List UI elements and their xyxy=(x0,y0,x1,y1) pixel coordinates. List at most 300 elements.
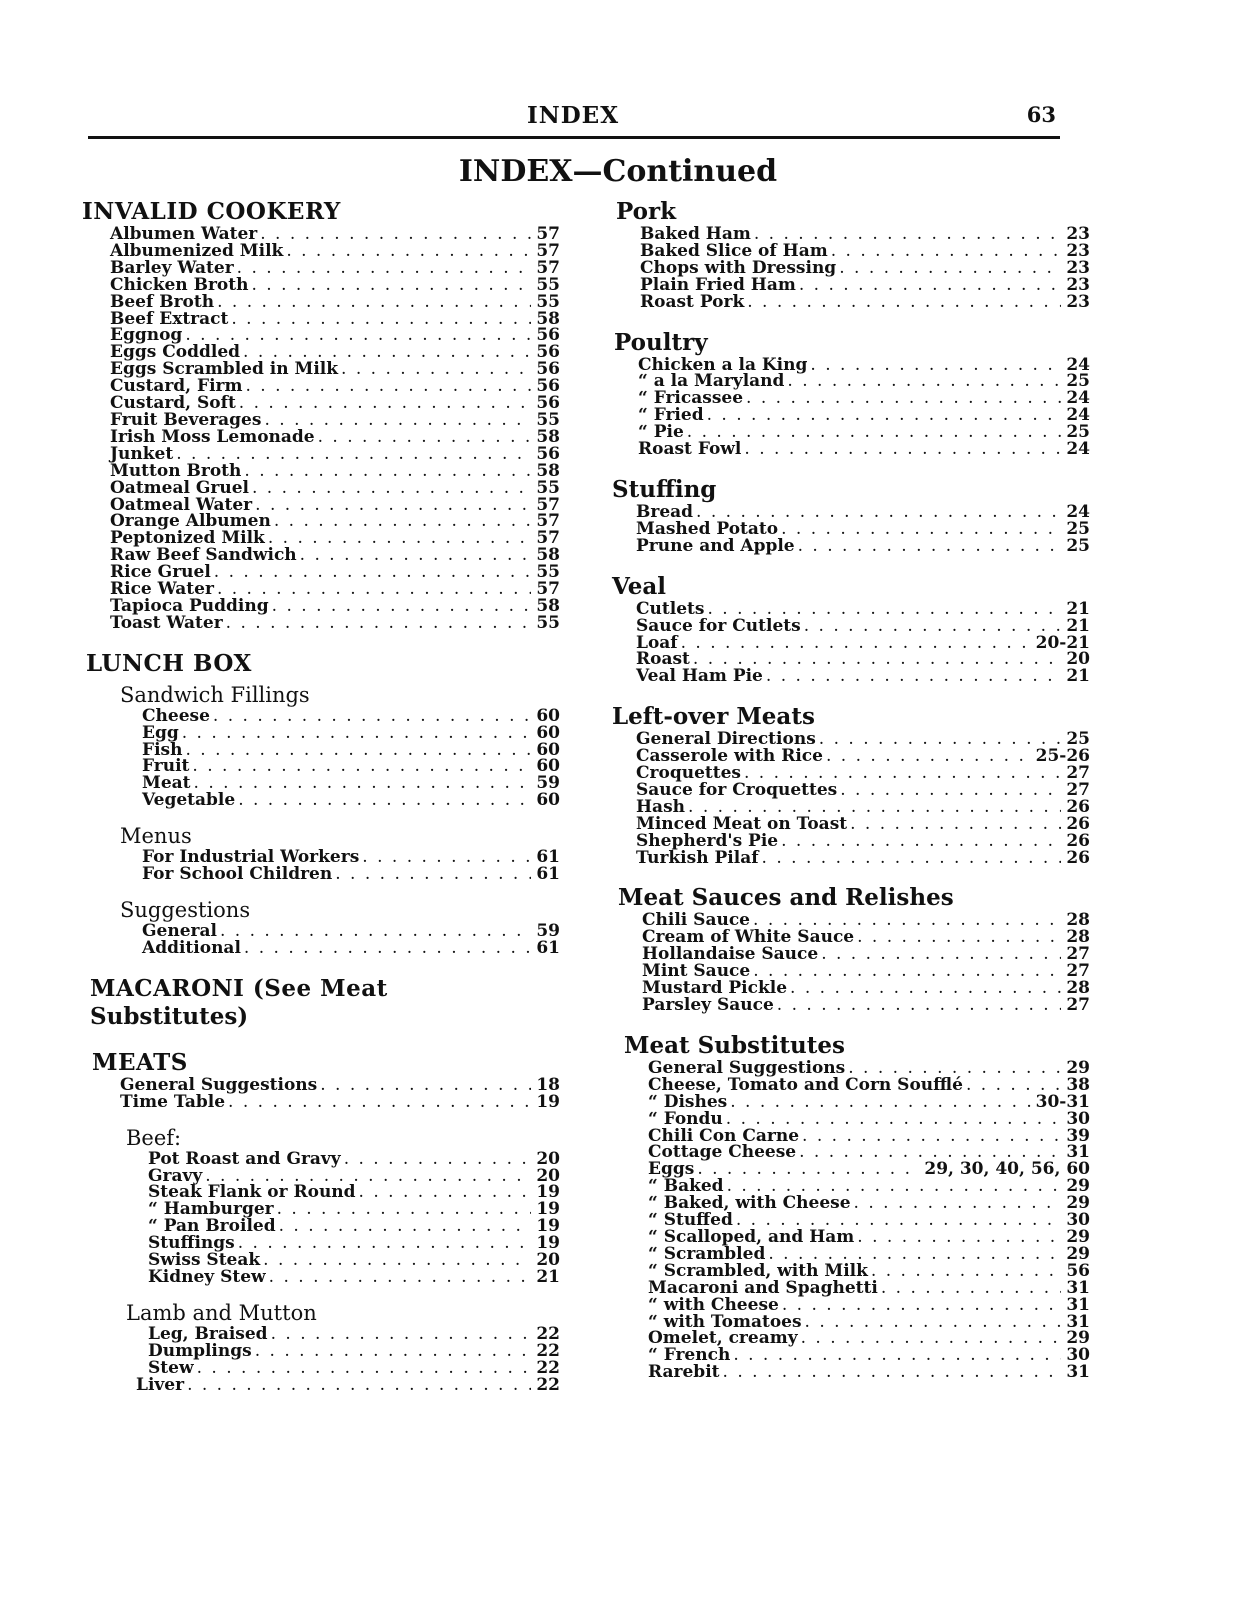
entry-term: Albumenized Milk xyxy=(110,240,284,261)
section-heading-text: Left-over Meats xyxy=(612,703,815,731)
entry-term: Liver xyxy=(136,1374,185,1395)
entry-page: 27 xyxy=(1066,961,1090,982)
entry-page: 24 xyxy=(1066,405,1090,426)
entry-term: Cheese xyxy=(142,705,210,726)
entry-page: 59 xyxy=(536,921,560,941)
entry-page: 26 xyxy=(1066,796,1090,817)
entry-page: 60 xyxy=(536,739,560,760)
entry-page: 20 xyxy=(1066,649,1090,670)
subsection-heading: Sandwich Fillings xyxy=(120,682,310,707)
entry-term: Mashed Potato xyxy=(636,518,779,539)
entry-term: General Suggestions xyxy=(648,1057,846,1078)
entry-page: 39 xyxy=(1066,1125,1090,1146)
entry-page: 60 xyxy=(536,705,560,726)
dot-leader xyxy=(238,792,531,809)
entry-term: Plain Fried Ham xyxy=(640,274,796,295)
section-heading-text: INVALID COOKERY xyxy=(82,198,341,225)
dot-leader xyxy=(790,980,1061,997)
entry-page: 55 xyxy=(536,291,560,312)
dot-leader xyxy=(244,463,531,480)
dot-leader xyxy=(801,1330,1061,1347)
entry-term: Dumplings xyxy=(148,1340,252,1361)
index-entry xyxy=(82,477,560,498)
entry-term: Cutlets xyxy=(636,598,705,619)
entry-term: General xyxy=(142,921,217,941)
dot-leader xyxy=(286,243,531,260)
entry-page: 57 xyxy=(536,224,560,244)
entry-page: 56 xyxy=(536,443,560,464)
entry-page: 22 xyxy=(536,1340,560,1361)
entry-page: 27 xyxy=(1066,779,1090,800)
index-entry xyxy=(616,291,1090,312)
entry-term: Swiss Steak xyxy=(148,1250,261,1271)
index-section-lunch-box xyxy=(86,650,560,957)
dot-leader xyxy=(821,946,1061,963)
entry-page: 25-26 xyxy=(1035,746,1090,767)
dot-leader xyxy=(269,1269,531,1286)
entry-term: “ Fondu xyxy=(648,1108,723,1129)
index-entry xyxy=(92,1091,560,1112)
dot-leader xyxy=(263,1252,531,1269)
entry-term: Baked Slice of Ham xyxy=(640,240,828,261)
index-section-invalid-cookery xyxy=(82,198,560,632)
section-heading-text: LUNCH BOX xyxy=(86,649,252,677)
dot-leader xyxy=(238,1235,531,1252)
entry-term: Orange Albumen xyxy=(110,511,271,532)
entry-term: Roast Fowl xyxy=(638,439,742,460)
section-heading xyxy=(92,1049,560,1077)
entry-term: Omelet, creamy xyxy=(648,1328,798,1349)
dot-leader xyxy=(831,243,1061,260)
entry-term: Cottage Cheese xyxy=(648,1142,797,1163)
entry-term: Vegetable xyxy=(142,790,236,811)
entry-term: Sauce for Croquettes xyxy=(636,779,838,800)
entry-term: Fish xyxy=(142,739,183,760)
entry-page: 22 xyxy=(536,1323,560,1344)
page-number: 63 xyxy=(1026,102,1056,127)
index-entry xyxy=(612,847,1090,868)
entry-page: 25 xyxy=(1066,729,1090,750)
entry-term: Rarebit xyxy=(648,1362,720,1383)
entry-page: 55 xyxy=(536,477,560,498)
entry-term: Custard, Firm xyxy=(110,376,243,397)
entry-term: For School Children xyxy=(142,864,333,885)
entry-page: 26 xyxy=(1066,847,1090,868)
entry-page: 19 xyxy=(536,1233,560,1254)
entry-page: 20 xyxy=(536,1165,560,1186)
entry-term: “ French xyxy=(648,1345,731,1366)
entry-page: 21 xyxy=(1066,598,1090,619)
index-subsection-suggestions xyxy=(86,897,560,957)
dot-leader xyxy=(217,294,531,311)
entry-term: Junket xyxy=(110,443,174,464)
right-column xyxy=(612,198,1090,1399)
entry-page: 57 xyxy=(536,579,560,600)
index-entry xyxy=(612,615,1090,636)
entry-term: Fruit Beverages xyxy=(110,409,262,430)
dot-leader xyxy=(839,260,1061,277)
index-entry xyxy=(618,997,1090,1014)
dot-leader xyxy=(781,833,1061,850)
index-entry xyxy=(624,1294,1090,1315)
entry-page: 25 xyxy=(1066,422,1090,443)
index-section-stuffing xyxy=(612,476,1090,555)
section-heading-note: Substitutes) xyxy=(90,1002,249,1030)
index-entry xyxy=(82,612,560,633)
dot-leader xyxy=(819,731,1061,748)
entry-page: 23 xyxy=(1066,274,1090,295)
index-entry xyxy=(614,441,1090,458)
entry-term: “ a la Maryland xyxy=(638,371,785,392)
entry-page: 23 xyxy=(1066,291,1090,312)
entry-term: Cream of White Sauce xyxy=(642,927,855,948)
dot-leader xyxy=(341,361,531,378)
entry-page: 21 xyxy=(1066,666,1090,687)
entry-page: 23 xyxy=(1066,240,1090,261)
entry-term: Leg, Braised xyxy=(148,1323,268,1344)
index-entry xyxy=(624,1108,1090,1129)
dot-leader xyxy=(220,923,531,940)
entry-term: General Directions xyxy=(636,729,816,750)
entry-term: Turkish Pilaf xyxy=(636,847,759,868)
entry-page: 59 xyxy=(536,773,560,794)
entry-page: 22 xyxy=(536,1374,560,1395)
entry-term: Roast Pork xyxy=(640,291,745,312)
entry-page: 23 xyxy=(1066,224,1090,244)
subsection-heading: Beef: xyxy=(126,1125,182,1150)
dot-leader xyxy=(197,1360,531,1377)
entry-page: 29 xyxy=(1066,1176,1090,1197)
entry-term: Chili Con Carne xyxy=(648,1125,800,1146)
entry-page: 56 xyxy=(536,376,560,397)
entry-term: Chops with Dressing xyxy=(640,257,837,278)
entry-page: 30 xyxy=(1066,1210,1090,1231)
dot-leader xyxy=(226,615,531,632)
section-heading-text: Meat Sauces and Relishes xyxy=(618,884,954,912)
entry-term: Mutton Broth xyxy=(110,460,242,481)
entry-page: 61 xyxy=(536,864,560,885)
entry-page: 24 xyxy=(1066,501,1090,522)
entry-page: 58 xyxy=(536,595,560,616)
entry-term: Oatmeal Gruel xyxy=(110,477,249,498)
section-heading-text: Meat Substitutes xyxy=(624,1031,845,1059)
entry-term: “ Pie xyxy=(638,422,684,443)
entry-page: 26 xyxy=(1066,813,1090,834)
dot-leader xyxy=(359,1184,531,1201)
dot-leader xyxy=(237,260,531,277)
dot-leader xyxy=(182,725,531,742)
index-section-meat-sauces-and-relishes xyxy=(618,884,1090,1013)
entry-page: 29, 30, 40, 56, 60 xyxy=(924,1159,1090,1180)
dot-leader xyxy=(245,378,531,395)
entry-page: 21 xyxy=(536,1266,560,1287)
section-heading xyxy=(612,703,1090,731)
entry-page: 60 xyxy=(536,722,560,743)
running-title: INDEX xyxy=(526,102,620,129)
entry-term: “ Hamburger xyxy=(148,1199,274,1220)
entry-term: Chili Sauce xyxy=(642,910,751,931)
section-heading-text: Veal xyxy=(612,572,667,600)
dot-leader xyxy=(687,424,1061,441)
dot-leader xyxy=(766,668,1061,685)
dot-leader xyxy=(857,929,1061,946)
entry-term: Albumen Water xyxy=(110,224,258,244)
entry-term: General Suggestions xyxy=(120,1074,318,1095)
entry-page: 28 xyxy=(1066,927,1090,948)
entry-page: 25 xyxy=(1066,371,1090,392)
entry-term: Casserole with Rice xyxy=(636,746,823,767)
entry-term: Rice Gruel xyxy=(110,562,211,583)
subsection-heading: Menus xyxy=(120,824,192,849)
entry-page: 24 xyxy=(1066,388,1090,409)
dot-leader xyxy=(726,1111,1061,1128)
dot-leader xyxy=(344,1151,531,1168)
entry-term: Croquettes xyxy=(636,763,741,784)
index-entry xyxy=(82,291,560,312)
index-entry xyxy=(624,1364,1090,1381)
entry-term: Beef Broth xyxy=(110,291,215,312)
entry-page: 24 xyxy=(1066,439,1090,460)
entry-term: Raw Beef Sandwich xyxy=(110,545,297,566)
index-entry xyxy=(86,792,560,809)
section-heading-text: Pork xyxy=(616,198,677,225)
entry-page: 57 xyxy=(536,511,560,532)
entry-page: 29 xyxy=(1066,1243,1090,1264)
entry-term: Hash xyxy=(636,796,686,817)
dot-leader xyxy=(214,564,531,581)
entry-page: 19 xyxy=(536,1199,560,1220)
dot-leader xyxy=(231,311,531,328)
entry-page: 19 xyxy=(536,1216,560,1237)
dot-leader xyxy=(781,521,1061,538)
index-entry xyxy=(612,535,1090,556)
entry-page: 24 xyxy=(1066,354,1090,375)
entry-page: 28 xyxy=(1066,910,1090,931)
dot-leader xyxy=(826,748,1033,765)
dot-leader xyxy=(279,1218,531,1235)
index-entry xyxy=(92,1266,560,1287)
dot-leader xyxy=(272,598,531,615)
dot-leader xyxy=(707,407,1061,424)
dot-leader xyxy=(335,866,531,883)
section-heading xyxy=(612,476,1090,504)
entry-term: Baked Ham xyxy=(640,224,751,244)
entry-page: 31 xyxy=(1066,1294,1090,1315)
entry-term: Bread xyxy=(636,501,694,522)
entry-term: Parsley Sauce xyxy=(642,995,774,1015)
section-heading xyxy=(624,1032,1090,1060)
dot-leader xyxy=(268,530,531,547)
running-head xyxy=(88,102,1058,138)
entry-term: Hollandaise Sauce xyxy=(642,944,819,965)
dot-leader xyxy=(805,1314,1061,1331)
dot-leader xyxy=(840,782,1061,799)
section-heading-text: Poultry xyxy=(614,328,708,356)
dot-leader xyxy=(753,963,1061,980)
index-subsection-sandwich-fillings xyxy=(86,682,560,809)
header-rule xyxy=(88,136,1060,139)
dot-leader xyxy=(782,1297,1061,1314)
entry-page: 31 xyxy=(1066,1277,1090,1298)
entry-term: Chicken a la King xyxy=(638,354,808,375)
entry-term: Eggnog xyxy=(110,325,183,346)
dot-leader xyxy=(277,1201,531,1218)
section-heading xyxy=(618,884,1090,912)
entry-term: “ Scalloped, and Ham xyxy=(648,1226,855,1247)
dot-leader xyxy=(318,429,531,446)
entry-page: 61 xyxy=(536,937,560,958)
dot-leader xyxy=(730,1094,1032,1111)
index-entry xyxy=(612,668,1090,685)
entry-term: Steak Flank or Round xyxy=(148,1182,356,1203)
entry-page: 56 xyxy=(536,393,560,414)
section-heading xyxy=(612,573,1090,601)
entry-term: “ Scrambled, with Milk xyxy=(648,1260,868,1281)
section-heading-text: Stuffing xyxy=(612,475,717,503)
index-entry xyxy=(86,937,560,958)
dot-leader xyxy=(850,816,1061,833)
index-section-pork xyxy=(616,198,1090,311)
entry-term: Time Table xyxy=(120,1091,226,1112)
entry-page: 55 xyxy=(536,612,560,633)
entry-page: 57 xyxy=(536,494,560,515)
dot-leader xyxy=(871,1263,1061,1280)
dot-leader xyxy=(746,390,1061,407)
dot-leader xyxy=(804,618,1061,635)
entry-term: Loaf xyxy=(636,632,678,653)
index-section-veal xyxy=(612,573,1090,686)
entry-page: 23 xyxy=(1066,257,1090,278)
entry-term: Pot Roast and Gravy xyxy=(148,1148,341,1169)
dot-leader xyxy=(185,742,531,759)
index-section-left-over-meats xyxy=(612,703,1090,866)
entry-term: Mustard Pickle xyxy=(642,978,788,999)
dot-leader xyxy=(798,538,1061,555)
entry-term: Stuffings xyxy=(148,1233,235,1254)
entry-page: 30-31 xyxy=(1035,1091,1090,1112)
entry-page: 60 xyxy=(536,756,560,777)
entry-term: Toast Water xyxy=(110,612,223,633)
dot-leader xyxy=(255,1343,531,1360)
index-subsection-lamb-and-mutton xyxy=(92,1300,560,1377)
entry-page: 56 xyxy=(536,359,560,380)
entry-term: Shepherd's Pie xyxy=(636,830,779,851)
entry-page: 29 xyxy=(1066,1328,1090,1349)
subsection-heading: Suggestions xyxy=(120,898,251,922)
entry-page: 31 xyxy=(1066,1142,1090,1163)
entry-page: 18 xyxy=(536,1074,560,1095)
dot-leader xyxy=(251,277,531,294)
entry-page: 58 xyxy=(536,545,560,566)
entry-page: 56 xyxy=(1066,1260,1090,1281)
entry-term: “ Fried xyxy=(638,405,704,426)
index-section-meat-substitutes xyxy=(624,1032,1090,1381)
entry-page: 29 xyxy=(1066,1193,1090,1214)
entry-term: Eggs xyxy=(648,1159,695,1180)
entry-term: “ Baked xyxy=(648,1176,724,1197)
dot-leader xyxy=(787,373,1061,390)
section-heading xyxy=(90,975,560,1003)
entry-term: Cheese, Tomato and Corn Soufflé xyxy=(648,1074,963,1095)
entry-page: 22 xyxy=(536,1357,560,1378)
dot-leader xyxy=(747,294,1061,311)
entry-page: 19 xyxy=(536,1091,560,1112)
section-heading-text: MACARONI xyxy=(90,974,245,1002)
dot-leader xyxy=(194,775,531,792)
entry-term: For Industrial Workers xyxy=(142,847,360,868)
index-subsection-menus xyxy=(86,823,560,883)
entry-term: Minced Meat on Toast xyxy=(636,813,848,834)
entry-term: “ Dishes xyxy=(648,1091,728,1112)
entry-term: Sauce for Cutlets xyxy=(636,615,801,636)
entry-term: “ Pan Broiled xyxy=(148,1216,276,1237)
entry-term: “ with Tomatoes xyxy=(648,1311,802,1332)
entry-page: 57 xyxy=(536,528,560,549)
entry-page: 30 xyxy=(1066,1108,1090,1129)
entry-page: 57 xyxy=(536,257,560,278)
entry-page: 61 xyxy=(536,847,560,868)
entry-page: 21 xyxy=(1066,615,1090,636)
entry-page: 20-21 xyxy=(1035,632,1090,653)
dot-leader xyxy=(854,1195,1061,1212)
dot-leader xyxy=(802,1128,1061,1145)
index-entry xyxy=(92,1148,560,1169)
index-subsection-beef xyxy=(92,1125,560,1286)
entry-page: 58 xyxy=(536,426,560,447)
dot-leader xyxy=(697,1161,921,1178)
entry-page: 31 xyxy=(1066,1311,1090,1332)
entry-term: Gravy xyxy=(148,1165,203,1186)
dot-leader xyxy=(271,1326,531,1343)
dot-leader xyxy=(320,1077,531,1094)
dot-leader xyxy=(192,758,531,775)
entry-page: 29 xyxy=(1066,1057,1090,1078)
dot-leader xyxy=(733,1347,1061,1364)
entry-page: 57 xyxy=(536,240,560,261)
dot-leader xyxy=(274,513,531,530)
entry-page: 56 xyxy=(536,342,560,363)
entry-page: 38 xyxy=(1066,1074,1090,1095)
entry-term: Roast xyxy=(636,649,690,670)
index-entry xyxy=(92,1374,560,1395)
entry-term: Eggs Scrambled in Milk xyxy=(110,359,339,380)
index-section-meats xyxy=(92,1049,560,1394)
entry-term: “ Stuffed xyxy=(648,1210,733,1231)
entry-term: Egg xyxy=(142,722,179,743)
entry-term: Stew xyxy=(148,1357,194,1378)
entry-page: 28 xyxy=(1066,978,1090,999)
entry-term: Tapioca Pudding xyxy=(110,595,269,616)
entry-term: “ Scrambled xyxy=(648,1243,766,1264)
section-heading xyxy=(86,650,560,678)
dot-leader xyxy=(244,940,531,957)
entry-term: “ Baked, with Cheese xyxy=(648,1193,851,1214)
entry-term: Fruit xyxy=(142,756,190,777)
dot-leader xyxy=(239,395,531,412)
entry-term: “ Fricassee xyxy=(638,388,744,409)
dot-leader xyxy=(213,708,531,725)
entry-page: 55 xyxy=(536,562,560,583)
dot-leader xyxy=(300,547,531,564)
dot-leader xyxy=(744,441,1061,458)
entry-term: Beef Extract xyxy=(110,308,229,329)
entry-term: Macaroni and Spaghetti xyxy=(648,1277,878,1298)
section-heading xyxy=(614,329,1090,357)
dot-leader xyxy=(260,226,531,243)
entry-page: 27 xyxy=(1066,995,1090,1015)
entry-page: 29 xyxy=(1066,1226,1090,1247)
entry-term: Meat xyxy=(142,773,191,794)
